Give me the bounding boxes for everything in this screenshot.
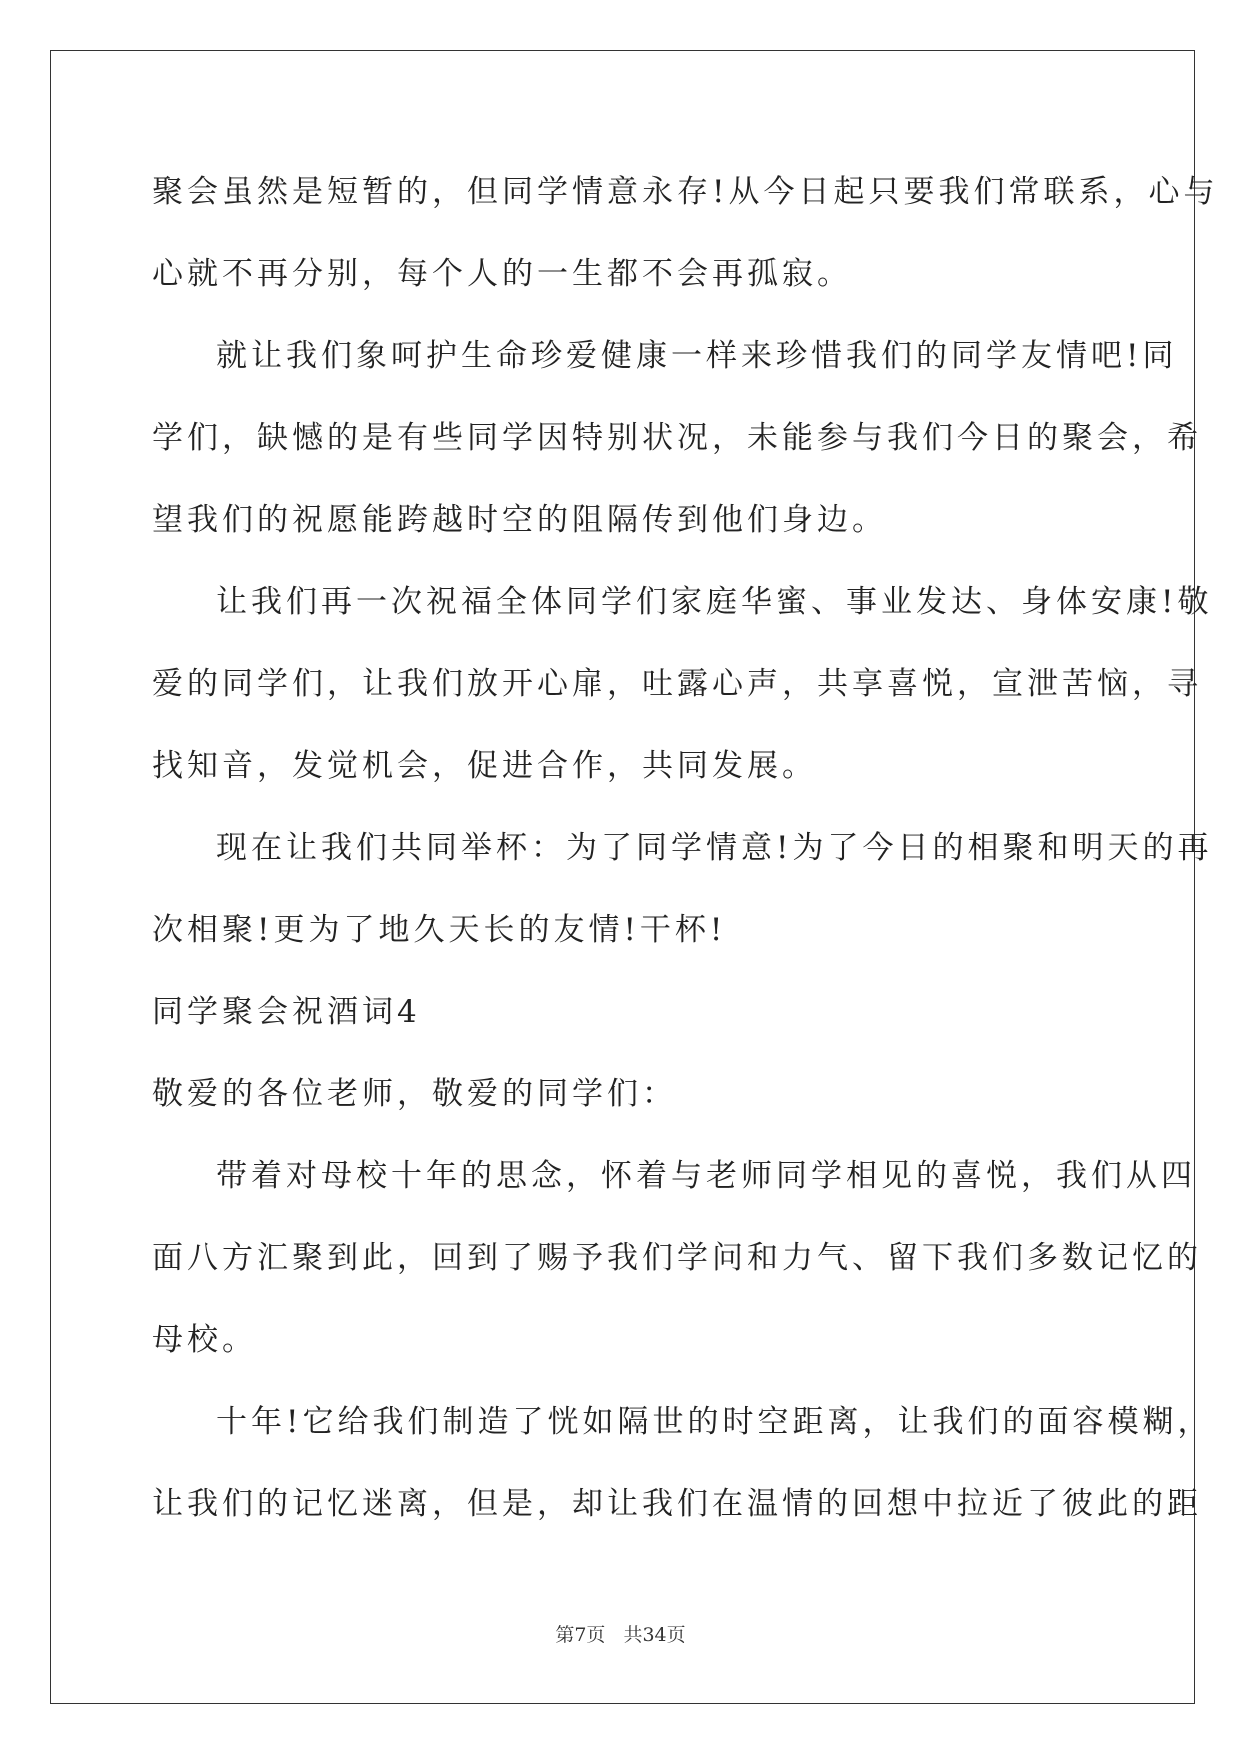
text-line: 心就不再分别，每个人的一生都不会再孤寂。 — [152, 256, 852, 292]
text-line: 学们，缺憾的是有些同学因特别状况，未能参与我们今日的聚会，希 — [152, 420, 1202, 456]
text-line: 现在让我们共同举杯：为了同学情意!为了今日的相聚和明天的再 — [216, 830, 1213, 866]
text-line: 十年!它给我们制造了恍如隔世的时空距离，让我们的面容模糊， — [216, 1404, 1213, 1440]
text-line: 让我们再一次祝福全体同学们家庭华蜜、事业发达、身体安康!敬 — [216, 584, 1213, 620]
text-line: 带着对母校十年的思念，怀着与老师同学相见的喜悦，我们从四 — [216, 1158, 1196, 1194]
document-body — [152, 164, 1219, 1558]
page-total: 共34页 — [623, 1624, 686, 1646]
text-line: 次相聚!更为了地久天长的友情!干杯! — [152, 912, 727, 948]
text-line: 爱的同学们，让我们放开心扉，吐露心声，共享喜悦，宣泄苦恼，寻 — [152, 666, 1202, 702]
text-line: 聚会虽然是短暂的，但同学情意永存!从今日起只要我们常联系，心与 — [152, 174, 1219, 210]
text-line: 让我们的记忆迷离，但是，却让我们在温情的回想中拉近了彼此的距 — [152, 1486, 1202, 1522]
text-line: 面八方汇聚到此，回到了赐予我们学问和力气、留下我们多数记忆的 — [152, 1240, 1202, 1276]
salutation: 敬爱的各位老师，敬爱的同学们： — [152, 1076, 677, 1112]
text-line: 就让我们象呵护生命珍爱健康一样来珍惜我们的同学友情吧!同 — [216, 338, 1178, 374]
section-heading: 同学聚会祝酒词4 — [152, 994, 421, 1030]
text-line: 望我们的祝愿能跨越时空的阻隔传到他们身边。 — [152, 502, 887, 538]
page-number: 第7页 — [555, 1624, 606, 1646]
page-footer — [0, 1620, 1241, 1647]
text-line: 母校。 — [152, 1322, 257, 1358]
text-line: 找知音，发觉机会，促进合作，共同发展。 — [152, 748, 817, 784]
